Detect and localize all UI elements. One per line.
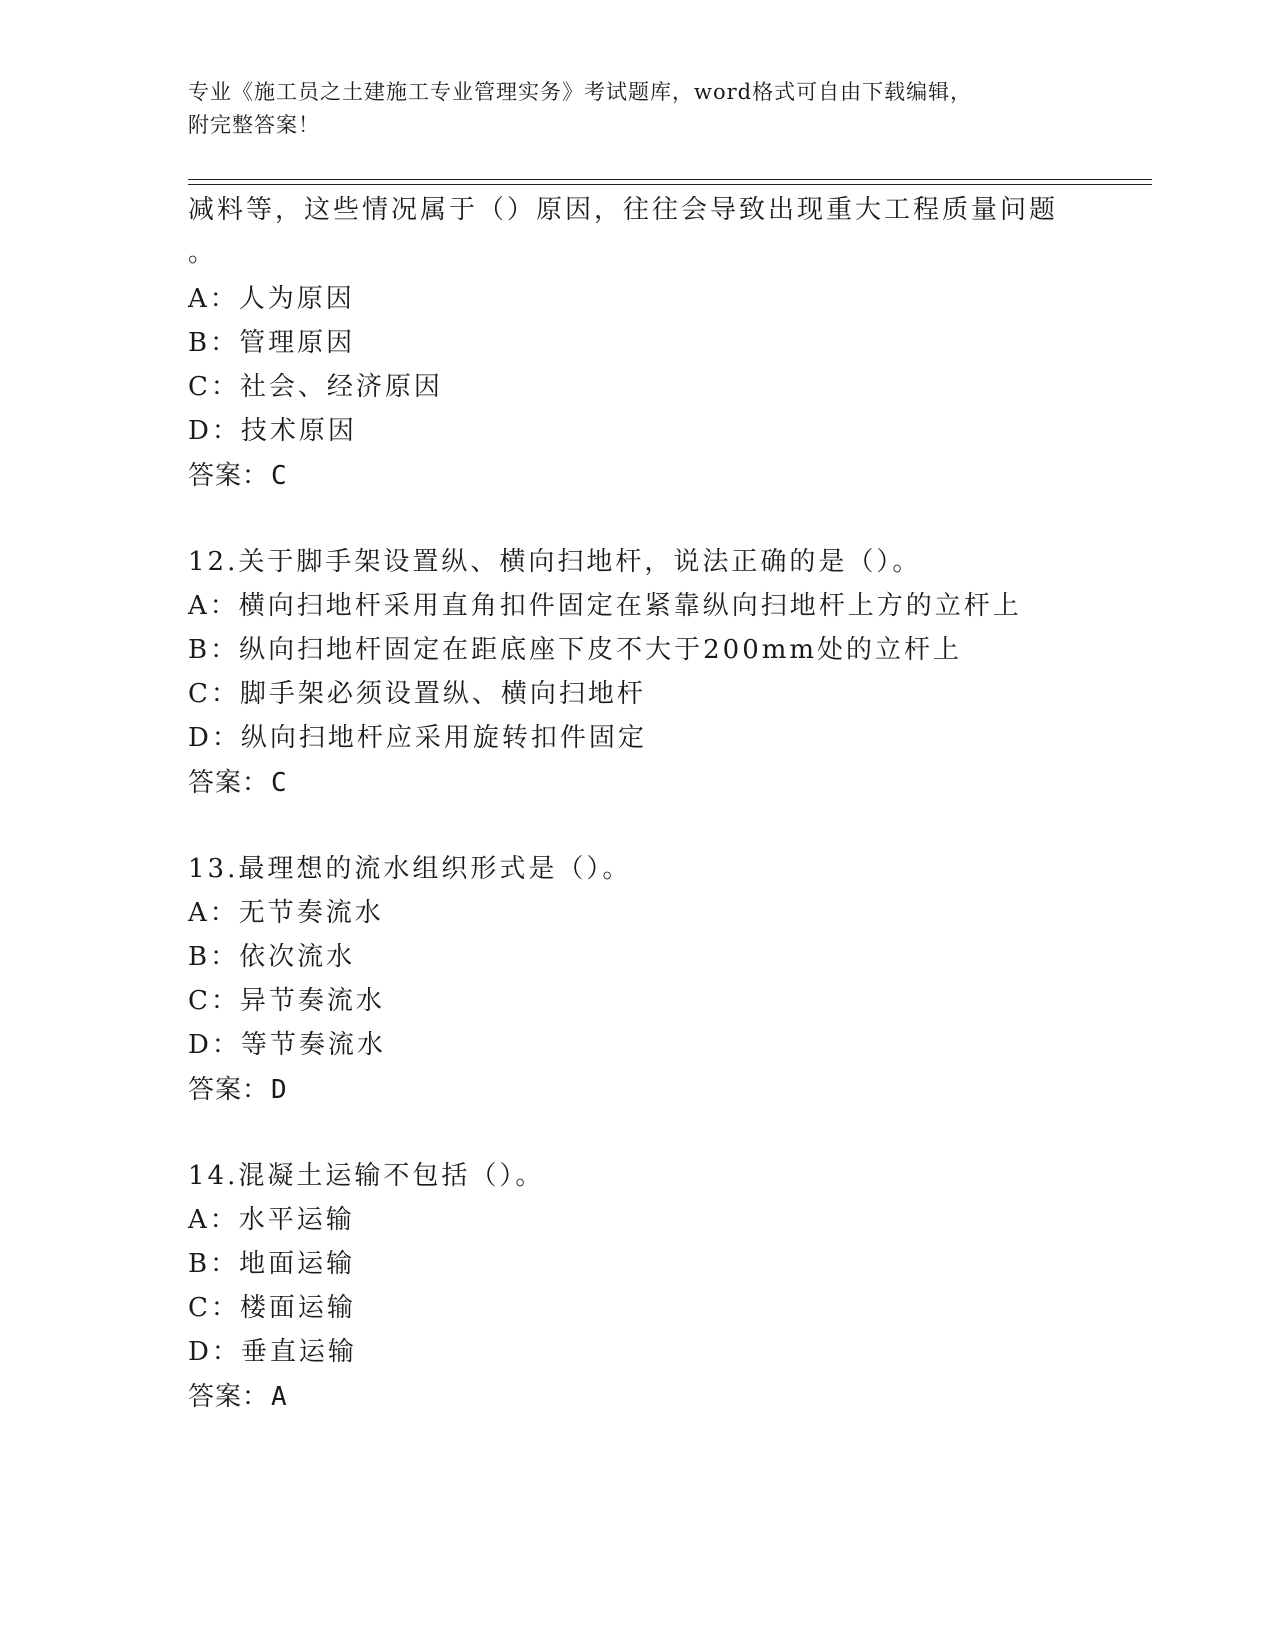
answer [188,459,288,492]
question-12-stem: 12.关于脚手架设置纵、横向扫地杆，说法正确的是（）。 [188,547,922,577]
question-12-option-b: B：纵向扫地杆固定在距底座下皮不大于200mm处的立杆上 [188,635,963,665]
answer-label: 答案： [188,460,270,490]
document-header [188,76,1068,142]
question-14-stem: 14.混凝土运输不包括（）。 [188,1161,545,1191]
question-12-answer [188,766,288,799]
header-divider-bottom [188,184,1152,185]
question-13-option-b: B：依次流水 [188,942,356,972]
question-12-option-a: A：横向扫地杆采用直角扣件固定在紧靠纵向扫地杆上方的立杆上 [188,591,1022,621]
question-continued-text-end: 。 [188,238,218,268]
question-14-option-a: A：水平运输 [188,1205,355,1235]
question-14-option-c: C：楼面运输 [188,1293,356,1323]
option-b: B：管理原因 [188,328,356,358]
question-14-option-d: D：垂直运输 [188,1337,357,1367]
question-12-option-c: C：脚手架必须设置纵、横向扫地杆 [188,679,646,709]
question-13-option-d: D：等节奏流水 [188,1030,386,1060]
answer-value: C [271,768,288,798]
question-13-stem: 13.最理想的流水组织形式是（）。 [188,854,632,884]
question-13-option-c: C：异节奏流水 [188,986,385,1016]
answer-value: D [271,1075,288,1105]
question-13-answer [188,1073,288,1106]
question-13-option-a: A：无节奏流水 [188,898,384,928]
question-14-option-b: B：地面运输 [188,1249,356,1279]
question-continued-text: 减料等，这些情况属于（）原因，往往会导致出现重大工程质量问题 [188,195,1059,225]
header-divider-top [188,179,1152,180]
option-a: A：人为原因 [188,284,355,314]
answer-label: 答案： [188,1074,270,1104]
answer-label: 答案： [188,767,270,797]
option-c: C：社会、经济原因 [188,372,443,402]
answer-value: C [271,461,288,491]
header-line-2: 附完整答案！ [188,113,320,137]
question-14-answer [188,1380,288,1413]
answer-label: 答案： [188,1381,270,1411]
option-d: D：技术原因 [188,416,357,446]
question-12-option-d: D：纵向扫地杆应采用旋转扣件固定 [188,723,647,753]
answer-value: A [271,1382,288,1412]
header-line-1: 专业《施工员之土建施工专业管理实务》考试题库，word格式可自由下载编辑， [188,80,973,104]
